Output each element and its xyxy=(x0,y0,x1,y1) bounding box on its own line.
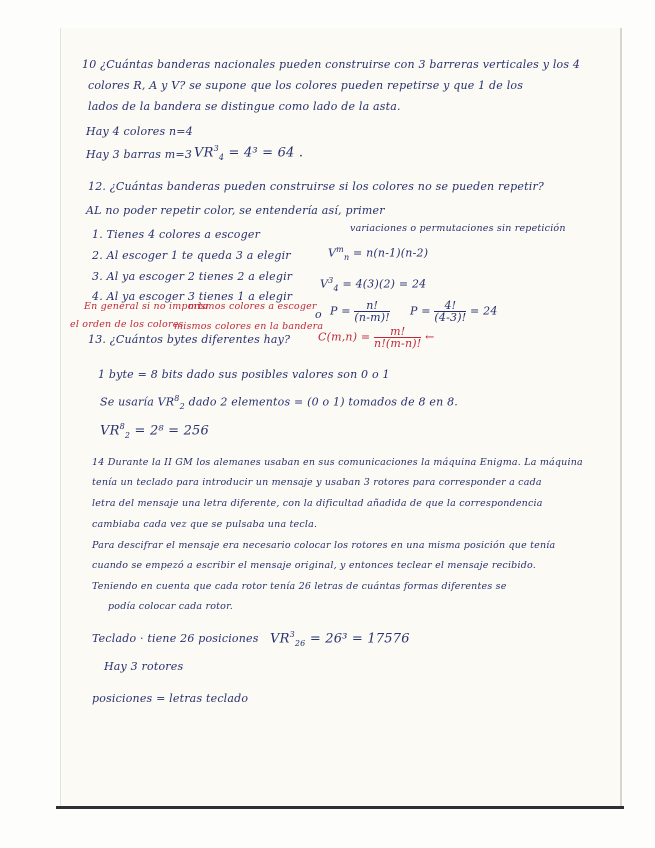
q14-line-1: 14 Durante la II GM los alemanes usaban en sus comunicaciones la máquina Enigma. La máquina xyxy=(92,457,583,468)
q14-rotores: Hay 3 rotores xyxy=(104,660,184,673)
q12-red-note-3: mismos colores a escoger xyxy=(188,301,317,312)
q10-line-1: 10 ¿Cuántas banderas nacionales pueden construirse con 3 barreras verticales y los 4 xyxy=(82,58,581,71)
q10-line-2: colores R, A y V? se supone que los colores pueden repetirse y que 1 de los xyxy=(88,79,524,92)
q10-formula: $VR^3_4 = 4^3 = 64$ . xyxy=(194,144,304,162)
arrow-left-icon: ← xyxy=(425,330,435,344)
q14-line-6: cuando se empezó a escribir el mensaje original, y entonces teclear el mensaje recibido. xyxy=(92,560,536,571)
q14-result: $VR^3_{26} = 26^3 = 17576$ xyxy=(270,630,410,648)
q13-line-3: Se usaría $VR^8_2$ dado 2 elementos = (0 o 1) tomados de 8 en 8. xyxy=(100,394,458,411)
q12-combination-formula: C(m,n) = $\frac{m!}{n!(m-n)!}$ ← xyxy=(318,325,435,350)
q14-line-7: Teniendo en cuenta que cada rotor tenía 26 letras de cuántas formas diferentes se xyxy=(92,581,507,592)
q12-perm-calc: P = $\frac{4!}{(4-3)!}$ = 24 xyxy=(410,299,498,324)
q14-teclado: Teclado · tiene 26 posiciones xyxy=(92,632,259,645)
q12-line-1: 12. ¿Cuántas banderas pueden construirse si los colores no se pueden repetir? xyxy=(88,180,545,193)
q14-line-2: tenía un teclado para introducir un mensaje y usaban 3 rotores para corresponder a cada xyxy=(92,477,542,488)
q12-step-3: 3. Al ya escoger 2 tienes 2 a elegir xyxy=(92,270,293,283)
handwritten-sheet xyxy=(60,28,621,808)
q12-line-2: AL no poder repetir color, se entendería así, primer xyxy=(86,204,385,217)
q12-red-note-2: el orden de los colores xyxy=(70,319,184,330)
q10-colores: Hay 4 colores n=4 xyxy=(86,125,193,138)
q12-variaciones: variaciones o permutaciones sin repetición xyxy=(350,223,566,234)
paper-side-edge xyxy=(620,28,622,808)
q12-o: o xyxy=(315,308,322,321)
q12-red-note-4: mismos colores en la bandera xyxy=(174,321,324,332)
q10-barras: Hay 3 barras m=3 xyxy=(86,148,193,161)
q13-result: $VR^8_2 = 2^8 = 256$ xyxy=(100,422,209,440)
q12-perm-formula: P = $\frac{n!}{(n-m)!}$ xyxy=(330,299,390,324)
q14-line-5: Para descifrar el mensaje era necesario colocar los rotores en una misma posición que tenía xyxy=(92,540,556,551)
q14-line-8: podía colocar cada rotor. xyxy=(108,601,234,612)
q14-posiciones: posiciones = letras teclado xyxy=(92,692,249,705)
q14-line-4: cambiaba cada vez que se pulsaba una tecla. xyxy=(92,519,318,530)
q12-red-note-1: En general si no importa xyxy=(84,301,209,312)
q13-line-2: 1 byte = 8 bits dado sus posibles valores son 0 o 1 xyxy=(98,368,390,381)
q12-v-formula: $V^m_n = n(n-1)(n-2)$ xyxy=(328,245,429,262)
q12-v-calc: $V^3_4 = 4(3)(2) = 24$ xyxy=(320,276,427,293)
q12-step-2: 2. Al escoger 1 te queda 3 a elegir xyxy=(92,249,291,262)
q12-step-4: 4. Al ya escoger 3 tienes 1 a elegir xyxy=(92,290,293,303)
q12-step-1: 1. Tienes 4 colores a escoger xyxy=(92,228,261,241)
paper-bottom-edge xyxy=(56,806,624,809)
q14-line-3: letra del mensaje una letra diferente, con la dificultad añadida de que la correspondencia xyxy=(92,498,543,509)
q10-line-3: lados de la bandera se distingue como lado de la asta. xyxy=(88,100,401,113)
q13-line-1: 13. ¿Cuántos bytes diferentes hay? xyxy=(88,333,291,346)
